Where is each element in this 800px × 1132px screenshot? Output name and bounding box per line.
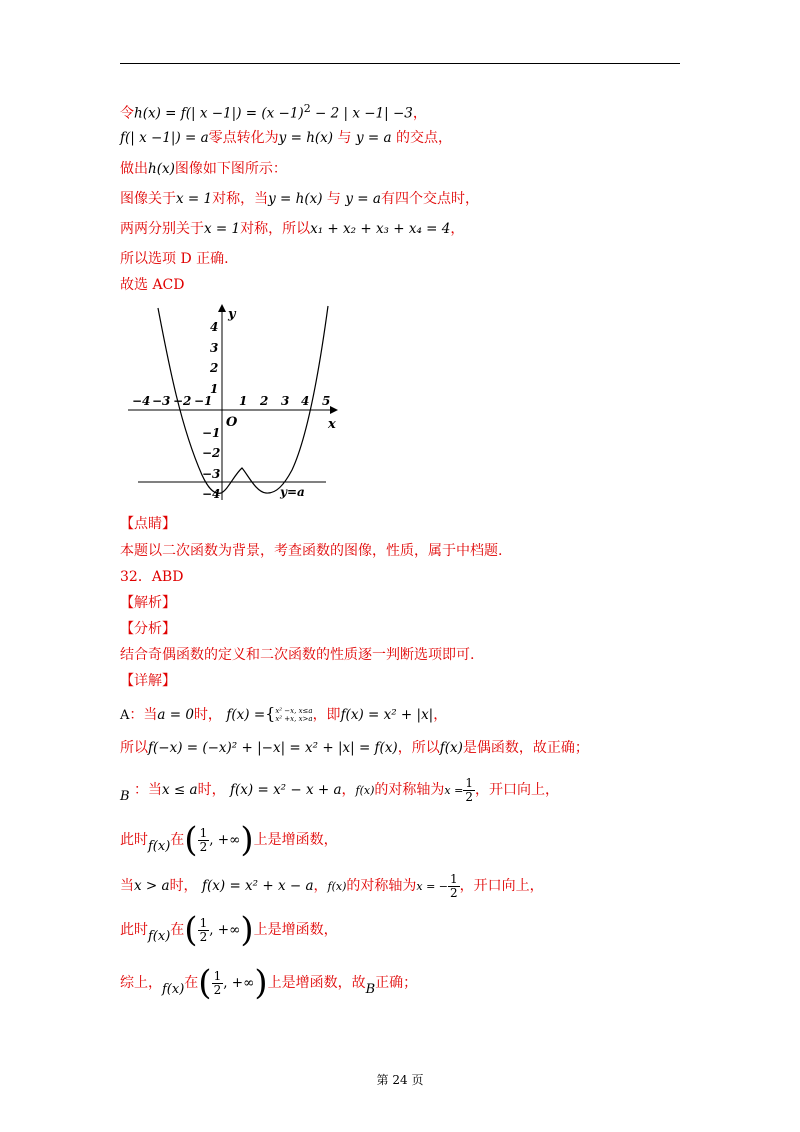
formula: a = 0: [157, 707, 194, 723]
formula: x > a: [134, 878, 170, 894]
formula: h(x): [148, 161, 175, 177]
text: 零点转化为: [208, 130, 279, 146]
x-axis-label: x: [328, 417, 336, 432]
line-option-b: [120, 776, 559, 811]
formula: x = −: [416, 880, 449, 893]
text: ，开口向上，: [474, 782, 559, 798]
line-option-a: [120, 702, 447, 728]
option-letter: B: [120, 789, 130, 804]
x-tick-label: 2: [260, 394, 269, 408]
function-graph: [122, 300, 344, 505]
text: 综上，: [120, 975, 162, 991]
line-even-function: [120, 738, 589, 758]
formula: x = 1: [204, 221, 241, 237]
x-tick-label: 3: [281, 394, 290, 408]
origin-label: O: [226, 415, 238, 430]
text: 令: [120, 105, 134, 122]
y-tick-label: −4: [202, 487, 221, 501]
y-tick-label: 2: [210, 361, 219, 375]
formula: f(| x −1|) = a: [120, 130, 209, 146]
text: 在: [170, 832, 185, 848]
numerator: 1: [213, 968, 222, 983]
text: 两两分别关于: [120, 221, 204, 237]
formula: f(x) = x² − x + a: [230, 782, 342, 798]
text: 图像如下图所示：: [174, 161, 287, 177]
text: 上是增函数，故: [267, 975, 366, 991]
fraction: [463, 777, 475, 804]
paren-close: ): [240, 820, 254, 860]
y-axis-label: y: [228, 307, 236, 322]
piecewise: [275, 707, 312, 723]
line-case-x-greater: [120, 872, 544, 901]
text: 对称，当: [212, 191, 269, 207]
y-tick-label: −2: [202, 446, 221, 460]
page-number: 第 24 页: [376, 1073, 424, 1087]
text: 上是增函数，: [253, 922, 338, 938]
text: ，: [313, 878, 328, 894]
interval-end: , +∞: [223, 975, 255, 991]
formula: y = a: [345, 191, 381, 207]
interval-end: , +∞: [209, 832, 241, 848]
fraction: [212, 970, 224, 997]
text: 的交点，: [391, 130, 452, 146]
problem-32-answer: 32．ABD: [120, 569, 184, 585]
formula: x ≤ a: [162, 782, 198, 798]
superscript: 2: [303, 102, 311, 115]
formula: y = h(x): [268, 191, 323, 207]
denominator: 2: [199, 929, 208, 944]
text: ，所以: [397, 740, 440, 756]
formula: y = a: [355, 130, 392, 146]
formula: f(x) = x² + x − a: [202, 878, 314, 894]
text: ，: [341, 782, 356, 798]
text: ，: [433, 707, 448, 723]
header-rule: [120, 63, 680, 64]
formula: f(x): [148, 839, 171, 854]
interval-end: , +∞: [209, 922, 241, 938]
line-increasing-1: [120, 822, 338, 865]
y-tick-label: 4: [210, 320, 219, 334]
paren-open: (: [198, 963, 212, 1003]
text: 此时: [120, 922, 148, 938]
denominator: 2: [465, 789, 473, 804]
paren-close: ): [240, 910, 254, 950]
y-tick-label: 3: [210, 341, 219, 355]
formula: x = 1: [176, 191, 213, 207]
text: 做出: [120, 161, 148, 177]
numerator: 1: [199, 825, 208, 840]
line-increasing-2: [120, 912, 338, 955]
numerator: 1: [199, 915, 208, 930]
line-label: y=a: [280, 485, 305, 499]
formula: f(x): [327, 880, 347, 893]
paren-close: ): [254, 963, 268, 1003]
line-answer: 故选 ACD: [120, 277, 185, 293]
text: 与: [333, 130, 356, 146]
formula: f(x): [439, 740, 463, 756]
line-comment: 本题以二次函数为背景，考查函数的图像，性质，属于中档题.: [120, 543, 503, 559]
text: 是偶函数，故正确；: [462, 740, 589, 756]
text: ，即: [312, 707, 341, 723]
line-symmetry: [120, 189, 479, 209]
line-conclusion: [120, 965, 417, 1008]
section-breakdown-heading: 【分析】: [120, 621, 176, 637]
formula: x₁ + x₂ + x₃ + x₄ = 4: [310, 221, 451, 237]
x-tick-label: 5: [322, 394, 331, 408]
line-h-definition: [120, 99, 427, 124]
text: 时，: [197, 782, 226, 798]
y-tick-label: 1: [210, 382, 219, 396]
text: ，: [450, 221, 465, 237]
brace: {: [265, 704, 276, 723]
formula: x =: [444, 784, 464, 797]
option-letter: B: [365, 982, 376, 997]
formula: f(−x) = (−x)² + |−x| = x² + |x| = f(x): [148, 740, 398, 756]
section-detail-heading: 【详解】: [120, 673, 176, 689]
text: ，开口向上，: [459, 878, 544, 894]
line-breakdown: 结合奇偶函数的定义和二次函数的性质逐一判断选项即可.: [120, 647, 475, 663]
piece-2: x² +x, x>a: [275, 715, 313, 723]
text: ：当: [129, 707, 158, 723]
text: 时，: [169, 878, 198, 894]
line-option-d: 所以选项 D 正确.: [120, 251, 229, 267]
paren-open: (: [184, 910, 198, 950]
denominator: 2: [199, 839, 208, 854]
piece-1: x² −x, x≤a: [275, 707, 313, 715]
x-tick-label: −2: [173, 394, 192, 408]
numerator: 1: [450, 871, 458, 886]
text: ：当: [134, 782, 163, 798]
line-sum: [120, 219, 464, 239]
formula: f(x): [148, 929, 171, 944]
fraction: [198, 917, 210, 944]
text: 当: [120, 878, 134, 894]
option-letter: A: [120, 708, 130, 723]
formula: h(x) = f(| x −1|) = (x −1): [134, 105, 304, 122]
x-tick-label: 1: [239, 394, 248, 408]
text: 所以: [120, 740, 148, 756]
line-zero-conversion: [120, 128, 452, 148]
numerator: 1: [465, 775, 473, 790]
x-tick-label: −4: [132, 394, 151, 408]
paren-open: (: [184, 820, 198, 860]
text: 此时: [120, 832, 148, 848]
formula: f(x) = x² + |x|: [340, 707, 434, 723]
x-tick-label: 4: [301, 394, 310, 408]
text: 时，: [193, 707, 222, 723]
fraction: [448, 873, 460, 900]
denominator: 2: [213, 982, 222, 997]
text: 与: [322, 191, 346, 207]
text: 的对称轴为: [374, 782, 445, 798]
y-tick-label: −3: [202, 467, 221, 481]
text: 的对称轴为: [346, 878, 417, 894]
line-draw-graph: [120, 159, 287, 179]
fraction: [198, 827, 210, 854]
denominator: 2: [450, 885, 458, 900]
formula: f(x): [355, 784, 375, 797]
section-analysis-heading: 【解析】: [120, 595, 176, 611]
text: 正确；: [375, 975, 418, 991]
text: 有四个交点时，: [380, 191, 479, 207]
text: 在: [184, 975, 199, 991]
text: ，: [412, 105, 427, 122]
x-tick-label: −1: [194, 394, 213, 408]
y-tick-label: −1: [202, 426, 221, 440]
text: 图像关于: [120, 191, 176, 207]
text: 上是增函数，: [253, 832, 338, 848]
formula: y = h(x): [278, 130, 334, 146]
text: 在: [170, 922, 185, 938]
x-tick-label: −3: [152, 394, 171, 408]
formula: f(x) =: [226, 707, 266, 723]
section-comment-heading: 【点睛】: [120, 516, 176, 532]
text: 对称，所以: [240, 221, 311, 237]
formula: − 2 | x −1| −3: [310, 105, 413, 122]
formula: f(x): [162, 982, 185, 997]
